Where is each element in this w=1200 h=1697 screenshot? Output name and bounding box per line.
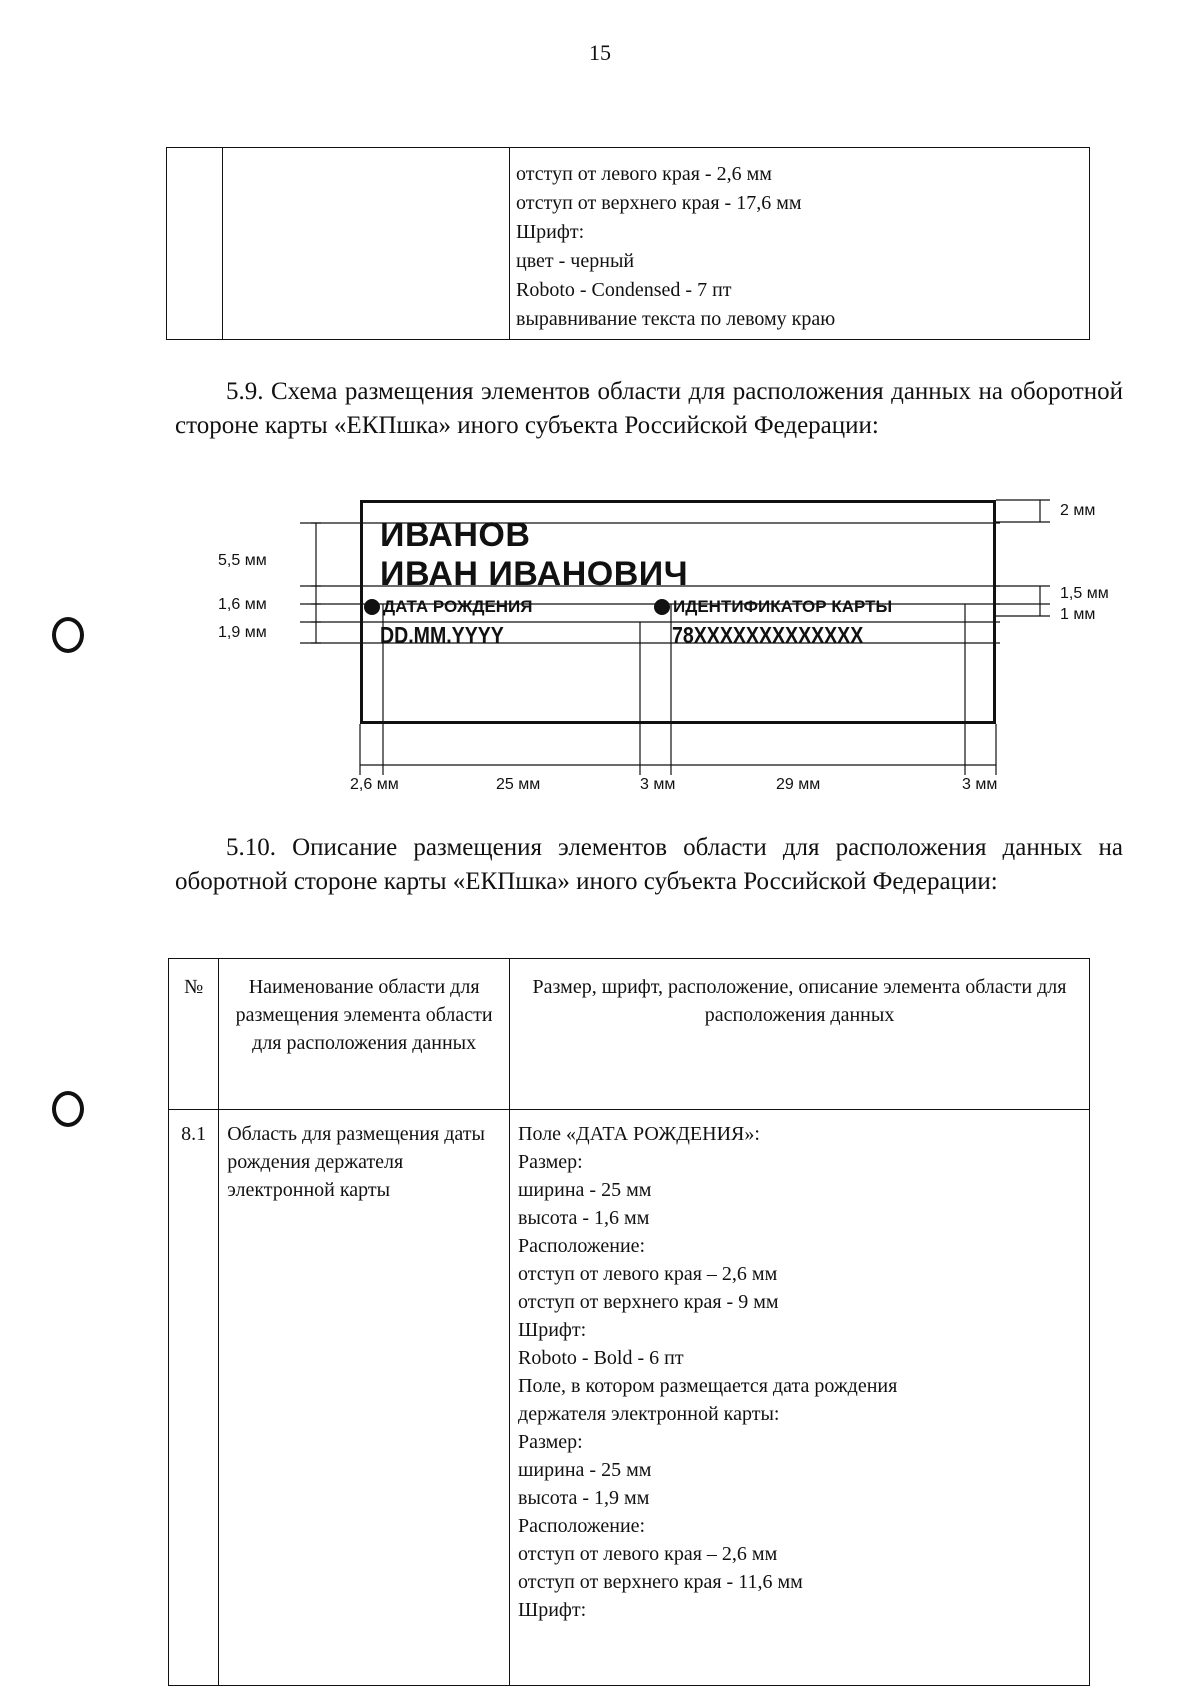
desc-line: Поле «ДАТА РОЖДЕНИЯ»: (518, 1123, 760, 1145)
desc-line: отступ от верхнего края - 9 мм (518, 1291, 779, 1313)
desc-line: держателя электронной карты: (518, 1403, 780, 1425)
desc-line: отступ от верхнего края - 17,6 мм (516, 192, 802, 214)
desc-line: Расположение: (518, 1235, 646, 1257)
row-num: 8.1 (169, 1110, 219, 1686)
elements-table (168, 958, 1090, 1686)
header-desc: Размер, шрифт, расположение, описание элемента области для расположения данных (510, 959, 1090, 1110)
desc-line: отступ от верхнего края - 11,6 мм (518, 1571, 803, 1593)
desc-line: Шрифт: (518, 1599, 587, 1621)
page-number: 15 (589, 40, 611, 65)
dim-right-3: 1 мм (1060, 606, 1096, 623)
desc-line: отступ от левого края – 2,6 мм (518, 1263, 778, 1285)
badge-icon (654, 599, 670, 615)
desc-line: отступ от левого края - 2,6 мм (516, 163, 772, 185)
desc-line: Расположение: (518, 1515, 646, 1537)
desc-line: ширина - 25 мм (518, 1179, 652, 1201)
desc-line: высота - 1,9 мм (518, 1487, 650, 1509)
badge-icon (364, 599, 380, 615)
dim-right-2: 1,5 мм (1060, 585, 1109, 602)
dob-value: DD.MM.YYYY (380, 622, 504, 648)
dim-bottom-4: 29 мм (776, 776, 821, 793)
desc-line: цвет - черный (516, 250, 635, 272)
holder-surname: ИВАНОВ (380, 516, 531, 554)
row-desc (510, 1110, 1090, 1686)
desc-line: высота - 1,6 мм (518, 1207, 650, 1229)
desc-line: выравнивание текста по левому краю (516, 308, 836, 330)
desc-line: Шрифт: (518, 1319, 587, 1341)
dim-right-1: 2 мм (1060, 502, 1096, 519)
dob-label: ДАТА РОЖДЕНИЯ (383, 597, 533, 616)
dim-left-2: 1,6 мм (218, 596, 267, 613)
desc-line: ширина - 25 мм (518, 1459, 652, 1481)
holder-name: ИВАН ИВАНОВИЧ (380, 555, 689, 593)
row-area: Область для размещения даты рождения держателя электронной карты (219, 1110, 510, 1686)
dim-bottom-5: 3 мм (962, 776, 998, 793)
dim-left-1: 5,5 мм (218, 552, 267, 569)
desc-line: Roboto - Bold - 6 пт (518, 1347, 684, 1369)
desc-line: отступ от левого края – 2,6 мм (518, 1543, 778, 1565)
desc-line: Размер: (518, 1431, 583, 1453)
desc-line: Поле, в котором размещается дата рождения (518, 1375, 898, 1397)
section-5-10-heading: 5.10. Описание размещения элементов области для расположения данных на оборотной стороне карты «ЕКПшка» иного субъекта Российской Федерации: (175, 834, 1123, 895)
card-id-label: ИДЕНТИФИКАТОР КАРТЫ (673, 597, 893, 616)
card-id-value: 78XXXXXXXXXXXXX (672, 622, 864, 648)
table-header-row (169, 959, 1090, 1110)
table-row (169, 1110, 1090, 1686)
section-5-9-heading: 5.9. Схема размещения элементов области для расположения данных на оборотной стороне карты «ЕКПшка» иного субъекта Российской Федерации: (175, 378, 1123, 439)
header-area: Наименование области для размещения элемента области для расположения данных (219, 959, 510, 1110)
dim-bottom-2: 25 мм (496, 776, 541, 793)
dim-bottom-3: 3 мм (640, 776, 676, 793)
desc-line: Размер: (518, 1151, 583, 1173)
binder-hole-icon (52, 617, 84, 653)
desc-line: Roboto - Condensed - 7 пт (516, 279, 732, 301)
dim-bottom-1: 2,6 мм (350, 776, 399, 793)
dim-left-3: 1,9 мм (218, 624, 267, 641)
desc-line: Шрифт: (516, 221, 585, 243)
header-num: № (169, 959, 219, 1110)
binder-hole-icon (52, 1091, 84, 1127)
